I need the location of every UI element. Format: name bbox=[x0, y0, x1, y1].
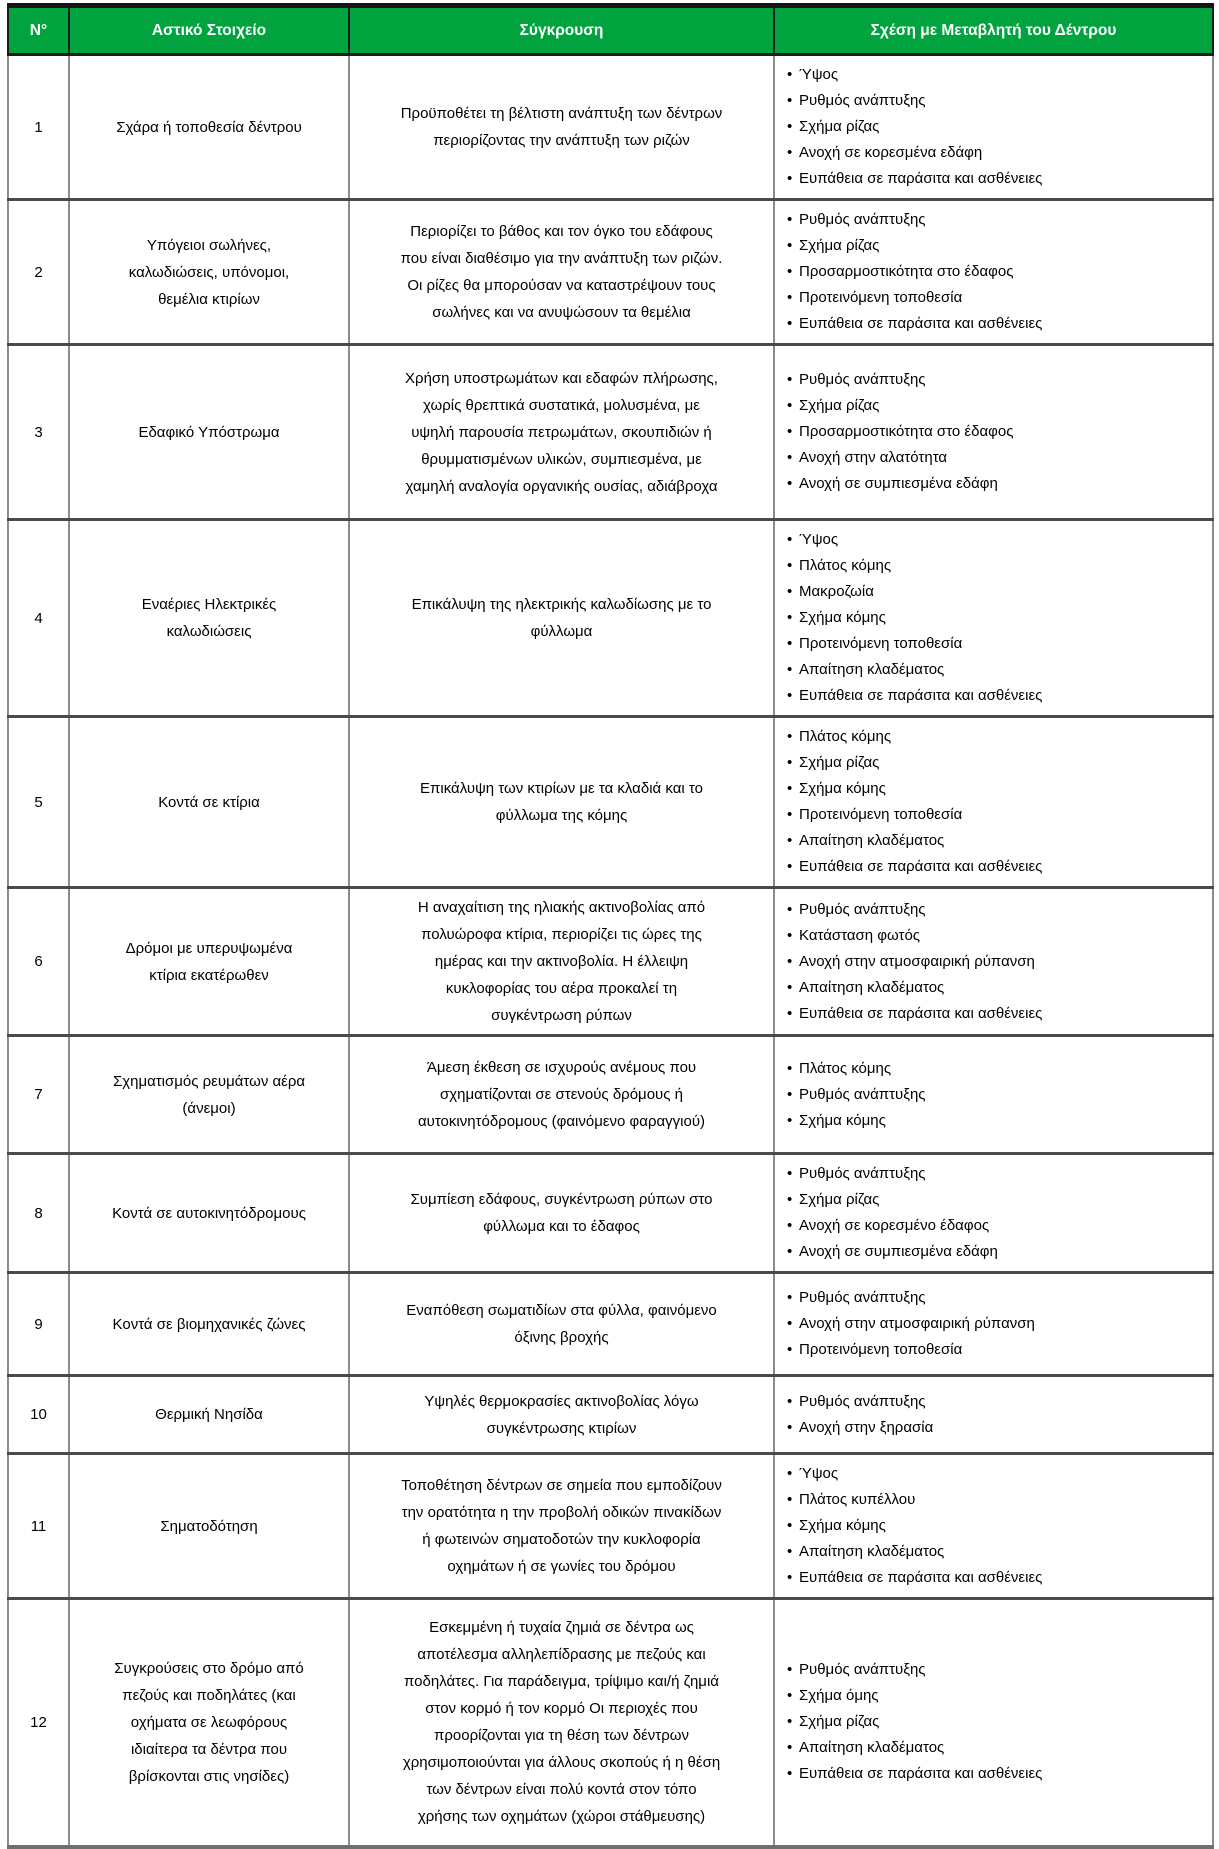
tree-variables-cell bbox=[774, 888, 1213, 1036]
variables-list bbox=[785, 62, 1202, 192]
variable-item: • Πλάτος κόμης bbox=[785, 553, 1202, 579]
variable-item: • Ευπάθεια σε παράσιτα και ασθένειες bbox=[785, 311, 1202, 337]
urban-element-cell: Σηματοδότηση bbox=[69, 1454, 349, 1599]
conflict-cell: Εσκεμμένη ή τυχαία ζημιά σε δέντρα ως αποτέλεσμα αλληλεπίδρασης με πεζούς και ποδηλάτες. Για παράδειγμα, τρίψιμο και/ή ζημιά στον κορμό ή τον κορμό Οι περιοχές που προορίζονται για τη θέση των δέντρων χρησιμοποιούνται για άλλους σκοπούς ή η θέση των δέντρων είναι πολύ κοντά στον τόπο χρήσης των οχημάτων (χώροι στάθμευσης) bbox=[349, 1599, 774, 1847]
variable-item: • Προσαρμοστικότητα στο έδαφος bbox=[785, 259, 1202, 285]
variable-item: • Ρυθμός ανάπτυξης bbox=[785, 1082, 1202, 1108]
header-number: N° bbox=[8, 6, 69, 55]
urban-element-cell: Εδαφικό Υπόστρωμα bbox=[69, 345, 349, 520]
variables-list bbox=[785, 897, 1202, 1027]
table-row bbox=[8, 717, 1213, 888]
conflict-cell: Περιορίζει το βάθος και τον όγκο του εδάφους που είναι διαθέσιμο για την ανάπτυξη των ριζών. Οι ρίζες θα μπορούσαν να καταστρέψουν τους σωλήνες και να ανυψώσουν τα θεμέλια bbox=[349, 200, 774, 345]
header-conflict: Σύγκρουση bbox=[349, 6, 774, 55]
tree-variables-cell bbox=[774, 717, 1213, 888]
tree-variables-cell bbox=[774, 1273, 1213, 1376]
urban-element-cell: Κοντά σε αυτοκινητόδρομους bbox=[69, 1154, 349, 1273]
variable-item: • Σχήμα κόμης bbox=[785, 1108, 1202, 1134]
row-number: 5 bbox=[8, 717, 69, 888]
variable-item: • Απαίτηση κλαδέματος bbox=[785, 1539, 1202, 1565]
variable-item: • Πλάτος κόμης bbox=[785, 1056, 1202, 1082]
table-row bbox=[8, 1454, 1213, 1599]
variable-item: • Σχήμα κόμης bbox=[785, 605, 1202, 631]
urban-elements-conflicts-table bbox=[7, 3, 1214, 1849]
tree-variables-cell bbox=[774, 345, 1213, 520]
variable-item: • Προσαρμοστικότητα στο έδαφος bbox=[785, 419, 1202, 445]
variable-item: • Ύψος bbox=[785, 1461, 1202, 1487]
variable-item: • Πλάτος κυπέλλου bbox=[785, 1487, 1202, 1513]
row-number: 3 bbox=[8, 345, 69, 520]
variable-item: • Μακροζωία bbox=[785, 579, 1202, 605]
urban-element-cell: Σχηματισμός ρευμάτων αέρα (άνεμοι) bbox=[69, 1036, 349, 1154]
urban-element-cell: Υπόγειοι σωλήνες, καλωδιώσεις, υπόνομοι, θεμέλια κτιρίων bbox=[69, 200, 349, 345]
variable-item: • Ευπάθεια σε παράσιτα και ασθένειες bbox=[785, 166, 1202, 192]
variable-item: • Απαίτηση κλαδέματος bbox=[785, 975, 1202, 1001]
variable-item: • Ρυθμός ανάπτυξης bbox=[785, 367, 1202, 393]
variable-item: • Προτεινόμενη τοποθεσία bbox=[785, 285, 1202, 311]
variable-item: • Ανοχή σε κορεσμένα εδάφη bbox=[785, 140, 1202, 166]
variables-list bbox=[785, 1657, 1202, 1787]
conflict-cell: Η αναχαίτιση της ηλιακής ακτινοβολίας από πολυώροφα κτίρια, περιορίζει τις ώρες της ημέρας και την ακτινοβολία. Η έλλειψη κυκλοφορίας του αέρα προκαλεί τη συγκέντρωση ρύπων bbox=[349, 888, 774, 1036]
row-number: 6 bbox=[8, 888, 69, 1036]
variable-item: • Σχήμα ρίζας bbox=[785, 114, 1202, 140]
variables-list bbox=[785, 1161, 1202, 1265]
variables-list bbox=[785, 207, 1202, 337]
variable-item: • Ρυθμός ανάπτυξης bbox=[785, 1161, 1202, 1187]
table-row bbox=[8, 345, 1213, 520]
urban-element-cell: Εναέριες Ηλεκτρικές καλωδιώσεις bbox=[69, 520, 349, 717]
variable-item: • Ανοχή στην ατμοσφαιρική ρύπανση bbox=[785, 1311, 1202, 1337]
header-row bbox=[8, 6, 1213, 55]
variable-item: • Σχήμα όμης bbox=[785, 1683, 1202, 1709]
urban-element-cell: Κοντά σε κτίρια bbox=[69, 717, 349, 888]
variable-item: • Ευπάθεια σε παράσιτα και ασθένειες bbox=[785, 1001, 1202, 1027]
conflict-cell: Εναπόθεση σωματιδίων στα φύλλα, φαινόμενο όξινης βροχής bbox=[349, 1273, 774, 1376]
table-row bbox=[8, 1036, 1213, 1154]
variables-list bbox=[785, 1389, 1202, 1441]
variable-item: • Σχήμα ρίζας bbox=[785, 393, 1202, 419]
tree-variables-cell bbox=[774, 200, 1213, 345]
table-row bbox=[8, 200, 1213, 345]
variables-list bbox=[785, 724, 1202, 880]
urban-element-cell: Δρόμοι με υπερυψωμένα κτίρια εκατέρωθεν bbox=[69, 888, 349, 1036]
conflict-cell: Υψηλές θερμοκρασίες ακτινοβολίας λόγω συγκέντρωσης κτιρίων bbox=[349, 1376, 774, 1454]
conflict-cell: Επικάλυψη των κτιρίων με τα κλαδιά και το φύλλωμα της κόμης bbox=[349, 717, 774, 888]
variable-item: • Ευπάθεια σε παράσιτα και ασθένειες bbox=[785, 1565, 1202, 1591]
table-body bbox=[8, 55, 1213, 1847]
variable-item: • Ρυθμός ανάπτυξης bbox=[785, 897, 1202, 923]
row-number: 8 bbox=[8, 1154, 69, 1273]
conflict-cell: Άμεση έκθεση σε ισχυρούς ανέμους που σχηματίζονται σε στενούς δρόμους ή αυτοκινητόδρομους (φαινόμενο φαραγγιού) bbox=[349, 1036, 774, 1154]
variable-item: • Ρυθμός ανάπτυξης bbox=[785, 1657, 1202, 1683]
variable-item: • Απαίτηση κλαδέματος bbox=[785, 657, 1202, 683]
header-urban-element: Αστικό Στοιχείο bbox=[69, 6, 349, 55]
variable-item: • Ρυθμός ανάπτυξης bbox=[785, 1389, 1202, 1415]
variable-item: • Σχήμα ρίζας bbox=[785, 1709, 1202, 1735]
variables-list bbox=[785, 1285, 1202, 1363]
conflict-cell: Συμπίεση εδάφους, συγκέντρωση ρύπων στο φύλλωμα και το έδαφος bbox=[349, 1154, 774, 1273]
variables-list bbox=[785, 527, 1202, 709]
variables-list bbox=[785, 1461, 1202, 1591]
variable-item: • Ανοχή στην ξηρασία bbox=[785, 1415, 1202, 1441]
tree-variables-cell bbox=[774, 55, 1213, 200]
urban-element-cell: Συγκρούσεις στο δρόμο από πεζούς και ποδηλάτες (και οχήματα σε λεωφόρους ιδιαίτερα τα δέντρα που βρίσκονται στις νησίδες) bbox=[69, 1599, 349, 1847]
conflict-cell: Επικάλυψη της ηλεκτρικής καλωδίωσης με το φύλλωμα bbox=[349, 520, 774, 717]
urban-element-cell: Σχάρα ή τοποθεσία δέντρου bbox=[69, 55, 349, 200]
variables-list bbox=[785, 367, 1202, 497]
row-number: 10 bbox=[8, 1376, 69, 1454]
conflict-cell: Προϋποθέτει τη βέλτιστη ανάπτυξη των δέντρων περιορίζοντας την ανάπτυξη των ριζών bbox=[349, 55, 774, 200]
tree-variables-cell bbox=[774, 1036, 1213, 1154]
variable-item: • Ρυθμός ανάπτυξης bbox=[785, 88, 1202, 114]
variable-item: • Ευπάθεια σε παράσιτα και ασθένειες bbox=[785, 854, 1202, 880]
table-row bbox=[8, 1154, 1213, 1273]
variable-item: • Προτεινόμενη τοποθεσία bbox=[785, 802, 1202, 828]
urban-element-cell: Κοντά σε βιομηχανικές ζώνες bbox=[69, 1273, 349, 1376]
tree-variables-cell bbox=[774, 1599, 1213, 1847]
tree-variables-cell bbox=[774, 1154, 1213, 1273]
variable-item: • Ύψος bbox=[785, 527, 1202, 553]
variable-item: • Ευπάθεια σε παράσιτα και ασθένειες bbox=[785, 1761, 1202, 1787]
variable-item: • Ανοχή στην αλατότητα bbox=[785, 445, 1202, 471]
tree-variables-cell bbox=[774, 1376, 1213, 1454]
urban-element-cell: Θερμική Νησίδα bbox=[69, 1376, 349, 1454]
variable-item: • Ύψος bbox=[785, 62, 1202, 88]
row-number: 2 bbox=[8, 200, 69, 345]
table-row bbox=[8, 55, 1213, 200]
table-row bbox=[8, 1376, 1213, 1454]
variable-item: • Προτεινόμενη τοποθεσία bbox=[785, 631, 1202, 657]
variable-item: • Απαίτηση κλαδέματος bbox=[785, 828, 1202, 854]
row-number: 4 bbox=[8, 520, 69, 717]
variable-item: • Προτεινόμενη τοποθεσία bbox=[785, 1337, 1202, 1363]
table-row bbox=[8, 888, 1213, 1036]
conflict-cell: Τοποθέτηση δέντρων σε σημεία που εμποδίζουν την ορατότητα η την προβολή οδικών πινακίδων ή φωτεινών σηματοδοτών την κυκλοφορία οχημάτων ή σε γωνίες του δρόμου bbox=[349, 1454, 774, 1599]
variable-item: • Σχήμα ρίζας bbox=[785, 1187, 1202, 1213]
row-number: 7 bbox=[8, 1036, 69, 1154]
variable-item: • Ανοχή στην ατμοσφαιρική ρύπανση bbox=[785, 949, 1202, 975]
variable-item: • Σχήμα κόμης bbox=[785, 1513, 1202, 1539]
variable-item: • Σχήμα κόμης bbox=[785, 776, 1202, 802]
variable-item: • Ρυθμός ανάπτυξης bbox=[785, 1285, 1202, 1311]
tree-variables-cell bbox=[774, 1454, 1213, 1599]
row-number: 9 bbox=[8, 1273, 69, 1376]
table-header bbox=[8, 6, 1213, 55]
row-number: 12 bbox=[8, 1599, 69, 1847]
table-row bbox=[8, 1599, 1213, 1847]
variable-item: • Σχήμα ρίζας bbox=[785, 233, 1202, 259]
variable-item: • Σχήμα ρίζας bbox=[785, 750, 1202, 776]
variable-item: • Ρυθμός ανάπτυξης bbox=[785, 207, 1202, 233]
variable-item: • Ανοχή σε κορεσμένο έδαφος bbox=[785, 1213, 1202, 1239]
variable-item: • Πλάτος κόμης bbox=[785, 724, 1202, 750]
variable-item: • Ανοχή σε συμπιεσμένα εδάφη bbox=[785, 1239, 1202, 1265]
variable-item: • Απαίτηση κλαδέματος bbox=[785, 1735, 1202, 1761]
table-row bbox=[8, 520, 1213, 717]
row-number: 11 bbox=[8, 1454, 69, 1599]
variable-item: • Ανοχή σε συμπιεσμένα εδάφη bbox=[785, 471, 1202, 497]
header-tree-variable-relation: Σχέση με Μεταβλητή του Δέντρου bbox=[774, 6, 1213, 55]
row-number: 1 bbox=[8, 55, 69, 200]
variable-item: • Ευπάθεια σε παράσιτα και ασθένειες bbox=[785, 683, 1202, 709]
variables-list bbox=[785, 1056, 1202, 1134]
conflict-cell: Χρήση υποστρωμάτων και εδαφών πλήρωσης, χωρίς θρεπτικά συστατικά, μολυσμένα, με υψηλή παρουσία πετρωμάτων, σκουπιδιών ή θρυμματισμένων υλικών, συμπιεσμένα, με χαμηλή αναλογία οργανικής ουσίας, αδιάβροχα bbox=[349, 345, 774, 520]
table-row bbox=[8, 1273, 1213, 1376]
tree-variables-cell bbox=[774, 520, 1213, 717]
variable-item: • Κατάσταση φωτός bbox=[785, 923, 1202, 949]
